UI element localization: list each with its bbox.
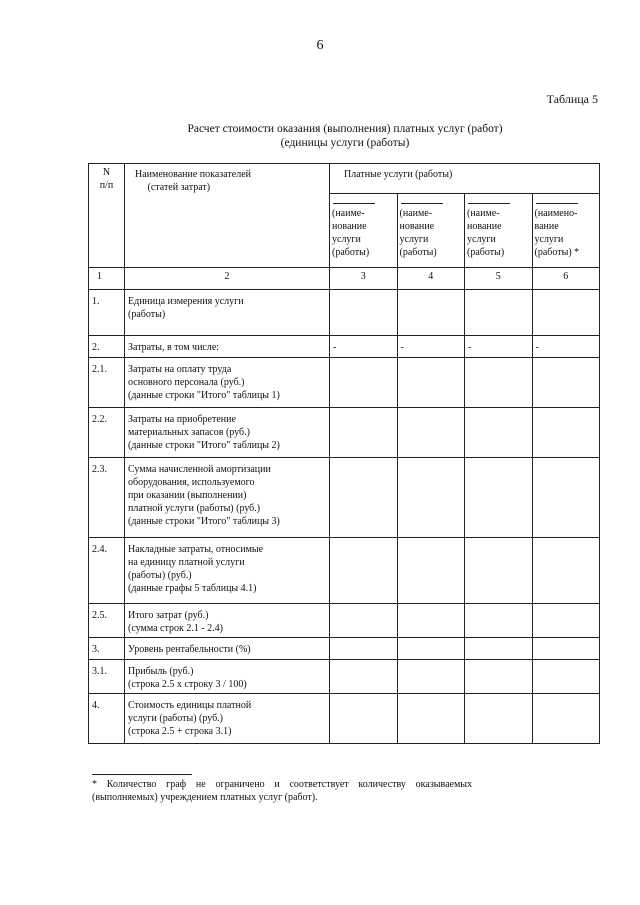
row-value-cell — [532, 290, 600, 336]
footnote-separator — [92, 774, 192, 775]
col-number: 2 — [125, 268, 330, 290]
table-row — [89, 358, 600, 408]
cost-calculation-table — [88, 163, 600, 744]
header-sub-6: (наимено- вание услуги (работы) * — [532, 194, 600, 268]
title-line: Расчет стоимости оказания (выполнения) платных услуг (работ) — [187, 123, 503, 135]
row-value-cell: - — [397, 336, 465, 358]
col-number: 6 — [532, 268, 600, 290]
row-value-cell — [330, 290, 398, 336]
page-number: 6 — [316, 38, 324, 53]
row-indicator-name: Единица измерения услуги (работы) — [125, 290, 330, 336]
row-value-cell — [532, 604, 600, 638]
table-row — [89, 638, 600, 660]
row-indicator-name: Стоимость единицы платной услуги (работы) (руб.) (строка 2.5 + строка 3.1) — [125, 694, 330, 744]
row-value-cell — [330, 660, 398, 694]
row-value-cell — [397, 660, 465, 694]
col-number: 1 — [89, 268, 125, 290]
row-value-cell — [397, 604, 465, 638]
row-indicator-name: Затраты, в том числе: — [125, 336, 330, 358]
row-value-cell — [330, 604, 398, 638]
footnote: * Количество граф не ограничено и соответствует количеству оказываемых (выполняемых) учреждением платных услуг (работ). — [92, 779, 472, 803]
row-value-cell: - — [465, 336, 533, 358]
row-value-cell — [330, 408, 398, 458]
table-row — [89, 290, 600, 336]
row-value-cell — [330, 638, 398, 660]
row-indicator-name: Накладные затраты, относимые на единицу платной услуги (работы) (руб.) (данные графы 5 таблицы 4.1) — [125, 538, 330, 604]
row-number: 2.3. — [89, 458, 125, 538]
row-value-cell — [465, 408, 533, 458]
row-number: 2.5. — [89, 604, 125, 638]
row-value-cell — [465, 458, 533, 538]
table-row — [89, 660, 600, 694]
col-number: 3 — [330, 268, 398, 290]
row-number: 2.4. — [89, 538, 125, 604]
header-group: Платные услуги (работы) — [330, 164, 600, 194]
header-sub-3: (наиме- нование услуги (работы) — [330, 194, 398, 268]
table-row — [89, 538, 600, 604]
table-row — [89, 336, 600, 358]
row-value-cell — [532, 694, 600, 744]
row-number: 3. — [89, 638, 125, 660]
header-num: N п/п — [89, 164, 125, 268]
header-sub-5: (наиме- нование услуги (работы) — [465, 194, 533, 268]
table-row — [89, 604, 600, 638]
col-number: 5 — [465, 268, 533, 290]
table-row — [89, 694, 600, 744]
col-number: 4 — [397, 268, 465, 290]
row-value-cell — [330, 694, 398, 744]
header-name: Наименование показателей (статей затрат) — [125, 164, 330, 268]
row-value-cell — [397, 358, 465, 408]
row-number: 2.2. — [89, 408, 125, 458]
row-number: 4. — [89, 694, 125, 744]
row-indicator-name: Затраты на оплату труда основного персонала (руб.) (данные строки "Итого" таблицы 1) — [125, 358, 330, 408]
row-number: 2.1. — [89, 358, 125, 408]
header-sub-4: (наиме- нование услуги (работы) — [397, 194, 465, 268]
row-value-cell — [532, 638, 600, 660]
table-title — [0, 122, 640, 150]
row-value-cell — [532, 660, 600, 694]
row-value-cell — [465, 538, 533, 604]
row-value-cell — [330, 538, 398, 604]
row-value-cell — [465, 290, 533, 336]
row-value-cell — [397, 408, 465, 458]
row-indicator-name: Затраты на приобретение материальных запасов (руб.) (данные строки "Итого" таблицы 2) — [125, 408, 330, 458]
row-number: 3.1. — [89, 660, 125, 694]
row-indicator-name: Итого затрат (руб.) (сумма строк 2.1 - 2.4) — [125, 604, 330, 638]
row-value-cell — [330, 458, 398, 538]
title-line: (единицы услуги (работы) — [280, 137, 410, 149]
table-row — [89, 408, 600, 458]
row-value-cell — [465, 604, 533, 638]
row-value-cell — [532, 358, 600, 408]
row-value-cell — [397, 458, 465, 538]
row-value-cell — [532, 458, 600, 538]
row-value-cell — [532, 408, 600, 458]
row-value-cell — [397, 638, 465, 660]
row-value-cell — [532, 538, 600, 604]
row-indicator-name: Уровень рентабельности (%) — [125, 638, 330, 660]
row-value-cell: - — [330, 336, 398, 358]
column-number-row — [89, 268, 600, 290]
row-value-cell: - — [532, 336, 600, 358]
row-value-cell — [397, 538, 465, 604]
row-value-cell — [397, 290, 465, 336]
table-row — [89, 458, 600, 538]
table-label: Таблица 5 — [546, 92, 598, 106]
row-value-cell — [465, 694, 533, 744]
row-value-cell — [465, 358, 533, 408]
row-number: 2. — [89, 336, 125, 358]
row-value-cell — [397, 694, 465, 744]
row-number: 1. — [89, 290, 125, 336]
row-indicator-name: Сумма начисленной амортизации оборудования, используемого при оказании (выполнении) платной услуги (работы) (руб.) (данные строки "Итого" таблицы 3) — [125, 458, 330, 538]
row-value-cell — [330, 358, 398, 408]
row-value-cell — [465, 660, 533, 694]
row-indicator-name: Прибыль (руб.) (строка 2.5 x строку 3 / 100) — [125, 660, 330, 694]
row-value-cell — [465, 638, 533, 660]
